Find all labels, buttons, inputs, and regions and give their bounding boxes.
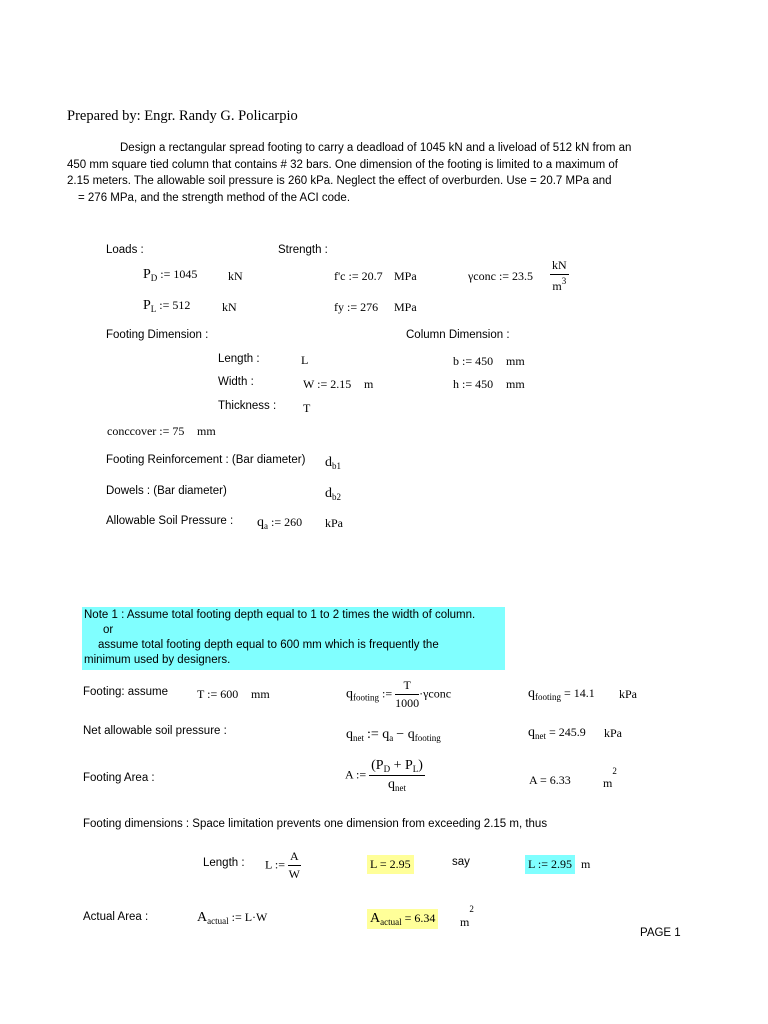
column-h: h := 450 (453, 377, 494, 391)
fc-unit: MPa (394, 269, 417, 283)
note-box (82, 607, 505, 670)
length-label: Length : (218, 353, 260, 365)
problem-line-4: = 276 MPa, and the strength method of the ACI code. (78, 191, 351, 204)
length-calc-label: Length : (203, 857, 245, 869)
page-number: PAGE 1 (640, 927, 681, 939)
actual-area-label: Actual Area : (83, 911, 149, 923)
problem-line-2: 450 mm square tied column that contains # 32 bars. One dimension of the footing is limited to a maximum of (67, 158, 619, 171)
t-assume-unit: mm (251, 687, 270, 701)
q-net-result: $q_{net} = 245.9$ (528, 725, 586, 741)
actual-area-unit: $m^2$ (460, 904, 474, 929)
footing-reinforcement-label: Footing Reinforcement : (Bar diameter) (106, 454, 306, 466)
say-label: say (452, 856, 470, 868)
note-line-2: or (103, 624, 114, 636)
note-line-4: minimum used by designers. (84, 654, 231, 666)
column-dimension-label: Column Dimension : (406, 329, 510, 341)
length-final: L := 2.95 (525, 855, 575, 874)
loads-label: Loads : (106, 244, 144, 256)
pd-unit: kN (228, 269, 243, 283)
pd-expression: $P_D$ := 1045 (143, 267, 198, 283)
actual-area-result: $A_{actual} = 6.34$ (367, 909, 438, 929)
dowels-label: Dowels : (Bar diameter) (106, 485, 227, 497)
note-line-1: Note 1 : Assume total footing depth equal to 1 to 2 times the width of column. (84, 609, 476, 621)
actual-area-formula: $A_{actual}$ := L·W (197, 910, 268, 926)
problem-line-1: Design a rectangular spread footing to carry a deadload of 1045 kN and a liveload of 512 kN from an (120, 142, 632, 154)
db2-symbol: $d_{b2}$ (325, 486, 341, 502)
length-formula: L := $\frac{A}{W}$ (265, 849, 300, 881)
width-value: W := 2.15 (303, 377, 352, 391)
thickness-value: T (303, 401, 311, 415)
width-unit: m (364, 377, 374, 391)
pl-unit: kN (222, 300, 237, 314)
concrete-cover-unit: mm (197, 424, 216, 438)
footing-assume-label: Footing: assume (83, 686, 169, 698)
footing-area-unit: $m^2$ (603, 766, 617, 790)
pl-expression: $P_L$ := 512 (143, 298, 191, 314)
column-b-unit: mm (506, 354, 525, 368)
fc-expression: f'c := 20.7 (334, 269, 383, 283)
strength-label: Strength : (278, 244, 328, 256)
footing-area-label: Footing Area : (83, 772, 155, 784)
problem-statement (67, 140, 637, 206)
db1-symbol: $d_{b1}$ (325, 455, 341, 471)
allowable-soil-label: Allowable Soil Pressure : (106, 515, 234, 527)
q-footing-result: $q_{footing} = 14.1$ (528, 686, 595, 702)
footing-area-formula: A := $\frac{(P_D + P_L)}{q_{net}}$ (345, 758, 423, 793)
qa-unit: kPa (325, 516, 343, 530)
gamma-conc-expression: γconc := 23.5 (468, 269, 534, 283)
qa-expression: $q_a$ := 260 (257, 515, 303, 531)
prepared-by: Prepared by: Engr. Randy G. Policarpio (67, 108, 298, 124)
footing-area-result: A = 6.33 (529, 773, 571, 787)
q-footing-formula: $q_{footing}$ := $\frac{T}{1000}$ ·γconc (346, 678, 452, 710)
column-h-unit: mm (506, 377, 525, 391)
concrete-cover: conccover := 75 (107, 424, 185, 438)
column-b: b := 450 (453, 354, 494, 368)
footing-dimension-label: Footing Dimension : (106, 329, 209, 341)
q-net-result-unit: kPa (604, 726, 622, 740)
t-assume-expression: T := 600 (197, 687, 239, 701)
q-net-formula: $q_{net}$ := $q_a - q_{footing}$ (346, 727, 441, 743)
net-soil-label: Net allowable soil pressure : (83, 725, 227, 737)
problem-line-3: 2.15 meters. The allowable soil pressure is 260 kPa. Neglect the effect of overburden. Use = 20.7 MPa and (67, 175, 612, 187)
length-final-unit: m (581, 857, 591, 871)
gamma-conc-unit: $\frac{kN}{m^3}$ (552, 258, 567, 293)
fy-expression: fy := 276 (334, 300, 379, 314)
width-label: Width : (218, 376, 254, 388)
fy-unit: MPa (394, 300, 417, 314)
thickness-label: Thickness : (218, 400, 277, 412)
q-footing-result-unit: kPa (619, 687, 637, 701)
length-result: L = 2.95 (367, 855, 414, 874)
space-limitation-text: Footing dimensions : Space limitation prevents one dimension from exceeding 2.15 m, thus (83, 818, 548, 830)
note-line-3: assume total footing depth equal to 600 mm which is frequently the (98, 639, 439, 651)
length-value: L (301, 353, 309, 367)
